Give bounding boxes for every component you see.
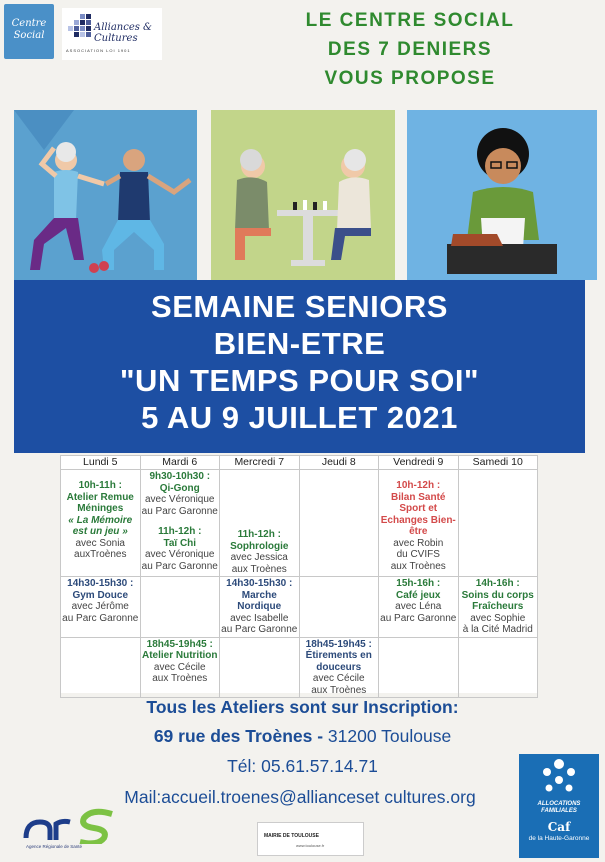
session-cell — [458, 577, 538, 638]
session-time: 11h-12h : — [158, 526, 202, 537]
caf-logo-line-1: ALLOCATIONS FAMILIALES — [537, 801, 581, 814]
session-cell — [140, 470, 220, 577]
session-time: 15h-16h : — [396, 578, 441, 589]
phone: Tél: 05.61.57.14.71 — [227, 756, 378, 776]
session-instructor: avec Cécile — [153, 661, 206, 673]
session-location: auxTroènes — [74, 549, 127, 560]
banner-line-1: SEMAINE SENIORS — [151, 289, 448, 324]
session-title: Soins du corps Fraîcheurs — [461, 589, 534, 612]
session-cell — [379, 577, 459, 638]
day-header: Jeudi 8 — [299, 456, 379, 470]
ars-logo-icon — [22, 808, 120, 844]
day-header: Vendredi 9 — [379, 456, 459, 470]
session-location: au Parc Garonne — [141, 505, 218, 517]
ars-logo — [22, 808, 120, 858]
session-title: Café jeux — [396, 589, 441, 601]
alliances-logo-tagline: ASSOCIATION LOI 1901 — [66, 48, 131, 53]
session-title: Qi-Gong — [159, 482, 200, 494]
session-time: 18h45-19h45 : — [305, 638, 372, 650]
session-instructor: avec Véronique — [145, 549, 215, 560]
session-cell — [299, 637, 379, 698]
header-line-3: VOUS PROPOSE — [324, 68, 496, 89]
empty-cell — [379, 637, 459, 698]
alliances-cultures-logo — [62, 8, 162, 60]
session-time: 9h30-10h30 : — [149, 471, 211, 482]
session-location: aux Troènes — [390, 560, 446, 572]
session-location: au Parc Garonne — [62, 612, 139, 624]
caf-logo-line-3: de la Haute-Garonne — [528, 835, 590, 842]
banner-line-4: 5 AU 9 JUILLET 2021 — [141, 400, 458, 435]
day-header: Lundi 5 — [61, 456, 141, 470]
session-title: Étirements en douceurs — [305, 650, 372, 673]
session-location: au Parc Garonne — [380, 612, 457, 624]
session-cell — [220, 577, 300, 638]
session-title: Atelier Remue Méninges — [66, 491, 134, 514]
session-instructor: avec Isabelle — [230, 612, 289, 624]
session-title: Atelier Nutrition — [141, 650, 218, 661]
empty-cell — [458, 637, 538, 698]
banner-line-2: BIEN-ETRE — [213, 326, 386, 361]
email: Mail:accueil.troenes@allianceset cultures.org — [124, 787, 476, 807]
mairie-logo-site: www.toulouse.fr — [296, 843, 325, 848]
caf-logo-line-2: Caf — [547, 820, 571, 834]
session-instructor: avec Léna — [395, 601, 442, 612]
session-time: 14h30-15h30 : — [226, 578, 293, 589]
session-location: au Parc Garonne — [141, 560, 218, 572]
alliances-logo-text: Alliances & Cultures — [94, 22, 152, 44]
day-header: Mercredi 7 — [220, 456, 300, 470]
empty-cell — [140, 577, 220, 638]
session-time: 14h30-15h30 : — [67, 578, 134, 589]
day-header: Mardi 6 — [140, 456, 220, 470]
header-line-2: DES 7 DENIERS — [327, 39, 493, 60]
caf-family-icon — [519, 754, 599, 798]
session-location: aux Troènes — [152, 673, 208, 684]
session-location: au Parc Garonne — [221, 624, 298, 635]
table-row — [61, 577, 538, 638]
header-title — [220, 6, 600, 93]
session-title: Bilan Santé Sport et Echanges Bien-être — [380, 491, 456, 537]
session-instructor: avec Sophie — [470, 612, 526, 624]
empty-cell — [458, 470, 538, 577]
session-cell — [140, 637, 220, 698]
session-time: 11h-12h : — [237, 529, 281, 540]
table-header-row — [61, 456, 538, 470]
illustration-tai-chi — [14, 110, 197, 280]
session-instructor: avec Cécile — [312, 673, 365, 684]
session-time: 10h-12h : — [396, 480, 441, 491]
session-location: aux Troènes — [231, 563, 287, 575]
session-instructor: avec Jessica — [230, 552, 288, 563]
session-organisation: du CVIFS — [396, 549, 440, 560]
illustration-chess — [211, 110, 395, 280]
mairie-toulouse-logo — [257, 822, 364, 856]
header-line-1: LE CENTRE SOCIAL — [305, 10, 515, 31]
session-instructor: avec Véronique — [145, 494, 215, 505]
illustration-cooking — [407, 110, 597, 280]
session-title: Gym Douce — [72, 589, 129, 601]
session-time: 10h-11h : — [78, 480, 122, 491]
session-title: Marche Nordique — [237, 589, 282, 612]
day-header: Samedi 10 — [458, 456, 538, 470]
schedule-table — [60, 455, 538, 696]
session-cell — [379, 470, 459, 577]
session-title: Sophrologie — [230, 540, 289, 552]
session-cell — [220, 470, 300, 577]
empty-cell — [299, 470, 379, 577]
session-location: à la Cité Madrid — [462, 624, 533, 635]
empty-cell — [61, 637, 141, 698]
session-subtitle: « La Mémoire est un jeu » — [68, 514, 133, 537]
session-cell — [61, 577, 141, 638]
table-row — [61, 470, 538, 577]
session-instructor: avec Robin — [393, 537, 444, 549]
table-row — [61, 637, 538, 698]
mairie-logo-text: MAIRIE DE TOULOUSE — [264, 833, 319, 839]
squares-icon — [66, 14, 92, 40]
address-street: 69 rue des Troènes - — [153, 726, 324, 746]
ars-logo-text: Agence Régionale de Santé — [26, 844, 83, 849]
session-time: 14h-16h : — [475, 578, 520, 589]
registration-note: Tous les Ateliers sont sur Inscription: — [146, 697, 459, 717]
centre-social-logo — [4, 4, 54, 59]
caf-logo — [519, 754, 599, 858]
session-instructor: avec Sonia — [75, 537, 125, 549]
session-title: Taï Chi — [163, 537, 197, 549]
empty-cell — [299, 577, 379, 638]
title-banner — [14, 280, 585, 453]
address-city: 31200 Toulouse — [323, 726, 452, 746]
session-instructor: avec Jérôme — [71, 601, 129, 612]
empty-cell — [220, 637, 300, 698]
session-cell — [61, 470, 141, 577]
centre-social-logo-text: Centre Social — [11, 18, 47, 41]
banner-line-3: "UN TEMPS POUR SOI" — [119, 363, 480, 398]
session-time: 18h45-19h45 : — [146, 638, 213, 650]
address — [0, 726, 605, 747]
session-location: aux Troènes — [311, 684, 367, 696]
